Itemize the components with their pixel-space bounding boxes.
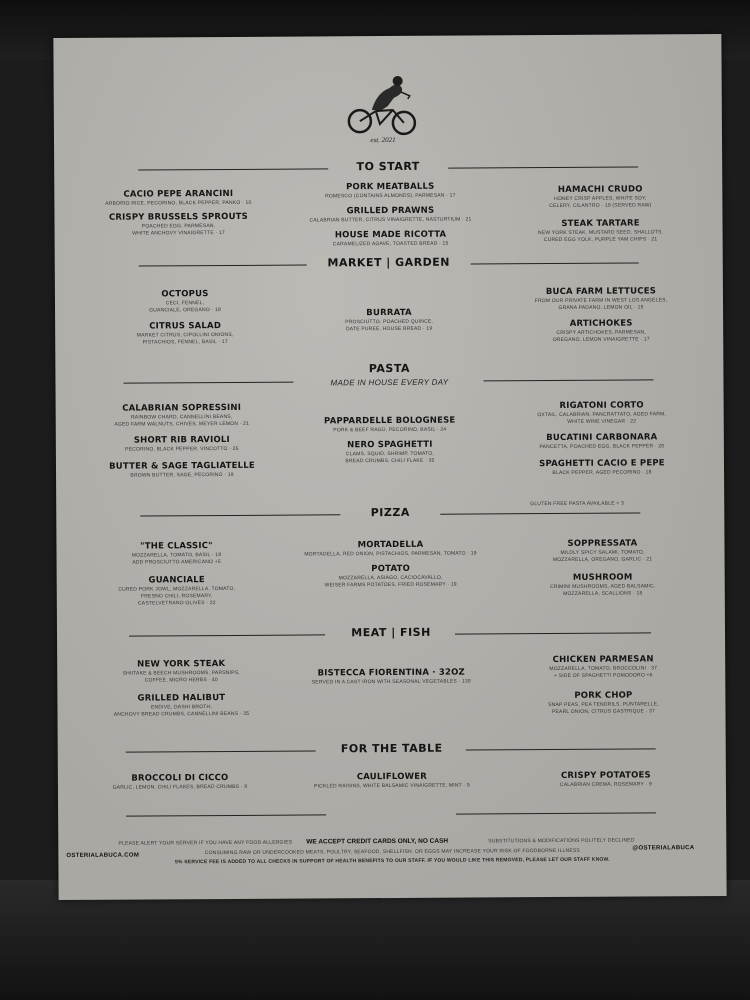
menu-item [85,289,285,315]
item-name: "THE CLASSIC" [140,541,213,552]
item-desc: GRANA PADANO, LEMON OIL · 15 [558,304,644,311]
item-desc: MOZZARELLA, OREGANO, GARLIC · 21 [552,556,653,564]
logo [338,66,429,157]
menu-item [80,773,280,792]
item-desc: CRISPY ARTICHOKES, PARMESAN, [556,329,646,336]
item-desc: CALABRIAN BUTTER, CITRUS VINAIGRETTE, NASTURTIUM · 21 [309,216,472,224]
menu-item [82,461,282,480]
section-header-pizza [56,504,724,526]
item-desc: ROMESCO (CONTAINS ALMONDS), PARMESAN · 17 [325,192,456,200]
section-header-market-garden [55,254,723,276]
item-name: CAULIFLOWER [356,771,427,783]
item-name: PORK MEATBALLS [346,181,435,193]
menu-item [506,770,706,789]
menu-item [280,539,500,558]
menu-item [503,572,703,598]
menu-item [290,439,490,465]
pasta-divider [55,371,723,393]
item-desc: CURED PORK JOWL, MOZZARELLA, TOMATO, [118,585,236,593]
item-desc: PROSCIUTTO, POACHED QUINCE, [345,318,434,326]
item-name: SPAGHETTI CACIO E PEPE [539,458,665,470]
item-name: CRISPY POTATOES [560,770,651,781]
item-name: GRILLED PRAWNS [346,205,435,217]
section-title: MARKET | GARDEN [327,255,451,270]
divider-line [126,814,326,816]
item-name: MUSHROOM [572,572,633,583]
item-desc: WEISER FARMS POTATOES, FRIED ROSEMARY · 19 [324,581,457,589]
item-desc: SERVED IN A CAST IRON WITH SEASONAL VEGETABLES · 139 [311,678,471,686]
item-name: CHICKEN PARMESAN [552,654,654,666]
item-desc: MOZZARELLA, SCALLIONS · 18 [563,590,643,597]
item-desc: PISTACHIOS, FENNEL, BASIL · 17 [142,338,228,346]
item-desc: MOZZARELLA, TOMATO, BROCCOLINI · 37 [549,665,658,673]
item-desc: AGED FARM WALNUTS, CHIVES, MEYER LEMON · 21 [114,420,250,428]
menu-item [281,563,501,589]
section-header-meat-fish [57,624,725,646]
item-name: STEAK TARTARE [561,218,640,229]
item-desc: CARAMELIZED AGAVE, TOASTED BREAD · 15 [332,240,449,248]
menu-item [289,307,489,333]
menu-item [502,400,702,426]
menu-item [290,205,490,224]
menu-page [53,34,726,900]
item-desc: CELERY, CILANTRO · 19 (SERVED RAW) [549,202,652,210]
item-desc: RAINBOW CHARD, CANNELLINI BEANS, [130,413,233,421]
consumer-advisory: CONSUMING RAW OR UNDERCOOKED MEATS, POULTRY, SEAFOOD, SHELLFISH, OR EGGS MAY INCREASE YOUR RISK OF FOODBORNE ILLNESS [204,847,580,857]
item-name: BISTECCA FIORENTINA · 32OZ [317,667,465,679]
section-title: FOR THE TABLE [340,741,443,756]
item-desc: WHITE ANCHOVY VINAIGRETTE · 17 [132,230,225,237]
menu-item [281,667,501,686]
section-header-for-the-table [58,740,726,762]
section-title: PIZZA [370,505,410,520]
section-title: TO START [356,159,420,174]
item-desc: ANCHOVY BREAD CRUMBS, CANNELLINI BEANS · 35 [113,710,250,718]
item-desc: COFFEE, MICRO HERBS · 40 [144,677,218,684]
item-name: BUTTER & SAGE TAGLIATELLE [109,460,255,472]
item-desc: PICKLED RAISINS, WHITE BALSAMIC VINAIGRETTE, MINT · 9 [314,782,470,790]
item-name: RIGATONI CORTO [559,400,644,411]
item-name: GRILLED HALIBUT [137,693,226,704]
menu-item [500,218,700,244]
service-fee-notice: 5% SERVICE FEE IS ADDED TO ALL CHECKS IN SUPPORT OF HEALTH BENEFITS TO OUR STAFF. IF YOU WOULD LIKE THIS REMOVED, PLEASE LET OUR STAFF KNOW. [175,856,610,866]
menu-item [82,435,282,454]
item-desc: MILDLY SPICY SALAMI, TOMATO, [560,549,645,556]
item-name: HOUSE MADE RICOTTA [334,229,447,241]
menu-item [81,659,281,685]
section-subtitle: MADE IN HOUSE EVERY DAY [330,377,449,388]
gluten-free-note: GLUTEN FREE PASTA AVAILABLE + 3 [530,500,625,508]
item-desc: OXTAIL, CALABRIAN, PANCRATTATO, AGED FARM, [537,411,667,419]
item-name: MORTADELLA [357,539,424,551]
item-desc: PECORINO, BLACK PEPPER, VINCOTTO · 25 [125,445,239,453]
section-header-to-start [54,158,722,180]
item-desc: GARLIC, LEMON, CHILI FLAKES, BREAD CRUMBS · 9 [112,783,248,791]
item-desc: CASTELVETRANO OLIVES · 22 [137,600,216,607]
item-desc: + SIDE OF SPAGHETTI POMODORO +6 [553,672,653,680]
item-name: SOPPRESSATA [567,538,638,549]
item-desc: NEW YORK STEAK, MUSTARD SEED, SHALLOTS, [537,229,664,237]
item-name: NEW YORK STEAK [137,659,226,670]
item-desc: FRESNO CHILI, ROSEMARY, [140,593,213,600]
menu-item [502,538,702,564]
item-desc: PORK & BEEF RAGÚ, PECORINO, BASIL · 24 [333,426,447,434]
item-desc: GUANCIALE, OREGANO · 18 [149,307,221,314]
item-name: PAPPARDELLE BOLOGNESE [324,415,456,427]
item-desc: FROM OUR PRIVATE FARM IN WEST LOS ANGELES, [534,297,668,305]
menu-item [502,432,702,451]
menu-item [502,458,702,477]
item-desc: CLAMS, SQUID, SHRIMP, TOMATO, [345,450,435,458]
item-name: CACIO PEPE ARANCINI [123,188,234,200]
menu-item [85,321,285,347]
item-desc: ARBORIO RICE, PECORINO, BLACK PEPPER, PANKO · 10 [105,199,252,207]
menu-item [81,693,281,719]
section-title: PASTA [368,361,411,376]
item-desc: HONEY CRISP APPLES, WHITE SOY, [554,195,647,202]
item-name: NERO SPAGHETTI [347,439,433,451]
item-desc: CURED EGG YOLK, PURPLE YAM CHIPS · 21 [543,236,658,244]
item-name: POTATO [371,563,411,575]
footer-divider [58,804,726,826]
item-desc: WHITE WINE VINEGAR · 22 [567,418,637,425]
menu-item [291,229,491,248]
item-name: ARTICHOKES [569,318,633,329]
substitutions-notice: SUBSTITUTIONS & MODIFICATIONS POLITELY DECLINED [488,837,635,845]
menu-item [500,184,700,210]
menu-item [501,318,701,344]
section-title: MEAT | FISH [351,625,431,640]
item-desc: MORTADELLA, RED ONION, PISTACHIOS, PARMESAN, TOMATO · 19 [304,550,477,558]
item-desc: CECI, FENNEL, [165,300,205,307]
menu-item [290,181,490,200]
item-desc: BROWN BUTTER, SAGE, PECORINO · 19 [130,471,234,479]
item-name: HAMACHI CRUDO [557,184,643,195]
item-desc: DATE PUREE, HOUSE BREAD · 19 [345,325,433,333]
menu-item [78,212,278,238]
item-desc: ADD PROSCIUTTO AMERICANO +5 [132,559,221,566]
item-name: SHORT RIB RAVIOLI [133,434,230,446]
item-desc: CRIMINI MUSHROOMS, AGED BALSAMIC, [549,583,656,591]
item-desc: POACHED EGG, PARMESAN, [141,223,216,230]
item-desc: MARKET CITRUS, CIPOLLINI ONIONS, [136,331,234,339]
item-name: CITRUS SALAD [149,321,222,332]
item-desc: CALABRIAN CREMA, ROSEMARY · 9 [559,781,652,788]
item-desc: BLACK PEPPER, AGED PECORINO · 18 [552,469,652,477]
item-desc: MOZZARELLA, ASIAGO, CACIOCAVALLO, [338,574,443,582]
item-name: CRISPY BRUSSELS SPROUTS [108,211,249,223]
payment-notice: WE ACCEPT CREDIT CARDS ONLY, NO CASH [306,837,449,846]
menu-item [77,575,277,608]
divider-line [483,379,653,381]
divider-line [123,382,293,384]
item-name: GUANCIALE [148,575,205,586]
item-name: CALABRIAN SOPRESSINI [122,402,242,414]
menu-item [78,189,278,208]
allergy-notice: PLEASE ALERT YOUR SERVER IF YOU HAVE ANY FOOD ALLERGIES [118,839,293,847]
item-desc: PEARL ONION, CITRUS GASTRIQUE · 37 [551,708,656,716]
divider-line [456,812,656,814]
item-desc: OREGANO, LEMON VINAIGRETTE · 17 [552,336,650,344]
menu-item [82,403,282,429]
logo-est-text: est. 2021 [370,135,396,145]
item-name: OCTOPUS [161,289,209,300]
menu-item [503,654,703,680]
menu-item [501,286,701,312]
social-handle[interactable]: @OSTERIALABUCA [632,845,695,852]
item-desc: MOZZARELLA, TOMATO, BASIL · 18 [131,552,222,559]
website-link[interactable]: OSTERIALABUCA.COM [66,852,140,859]
menu-item [76,541,276,567]
item-desc: SHIITAKE & BEECH MUSHROOMS, PARSNIPS, [122,669,240,677]
item-desc: PANCETTA, POACHED EGG, BLACK PEPPER · 20 [539,443,665,451]
item-name: BROCCOLI DI CICCO [131,772,229,784]
item-desc: ENDIVE, DASHI BROTH, [150,704,212,711]
item-name: BURRATA [366,307,412,319]
item-name: BUCA FARM LETTUCES [545,286,657,298]
menu-item [503,690,703,716]
item-desc: BREAD CRUMBS, CHILI FLAKE · 35 [345,457,435,465]
item-name: PORK CHOP [574,690,633,701]
item-desc: SNAP PEAS, PEA TENDRILS, PUNTARELLE, [548,701,659,709]
menu-item [290,415,490,434]
menu-item [282,771,502,790]
item-name: BUCATINI CARBONARA [546,432,658,444]
